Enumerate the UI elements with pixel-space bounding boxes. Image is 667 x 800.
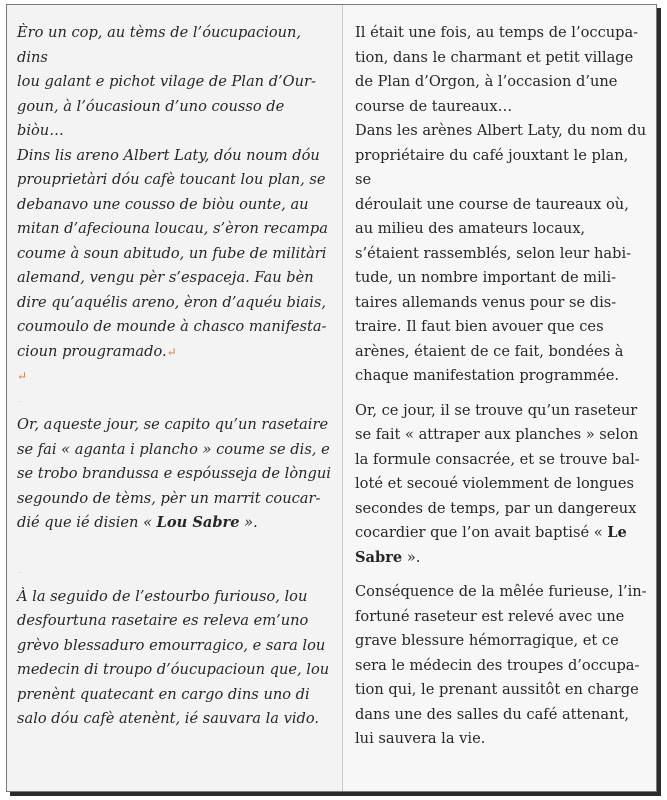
paragraph-mark-icon: ↵ [166,344,177,359]
provencal-paragraph-2: Or, aqueste jour, se capito qu’un rasetaire se fai « aganta i plancho » coume se dis, e se trobo brandussa e espóusseja de lòngui segoundo de tèms, pèr un marrit coucar- dié que ié disien « Lou Sabre ». [17,416,331,531]
empty-line [17,364,332,389]
french-paragraph-1b: Dans les arènes Albert Laty, du nom du propriétaire du café jouxtant le plan, se déroulait une course de taureaux où, au milieu des amateurs locaux, s’étaient rassemblés, selon leur habi- tude, un nombre important de mili- taires allemands venus pour se dis- traire. Il faut bien avouer que ces arènes, étaient de ce fait, bondées à chaque manifestation programmée. [355,122,647,384]
spacer [17,536,332,561]
provencal-column [7,5,343,791]
bull-name: Lou Sabre [156,514,240,531]
french-column [343,5,656,791]
provencal-paragraph-1: Èro un cop, au tèms de l’óucupacioun, dins lou galant e pichot vilage de Plan d’Our- goun, à l’óucasioun d’uno cousso de biòu… Dins lis areno Albert Laty, dóu noum dóu prouprietàri dóu cafè toucant lou plan, se debanavo une cousso de biòu ounte, au mitan d’afeciouna loucau, s’èron recampa coume à soun abitudo, un fube de militàri alemand, vengu pèr s’espaceja. Fau bèn dire qu’aquélis areno, èron d’aquéu biais, coumoulo de mounde à chasco manifesta- cioun prougramado.↵ [17,24,328,360]
bilingual-table [7,5,656,791]
french-paragraph-3: Conséquence de la mêlée furieuse, l’in- fortuné raseteur est relevé avec une grave blessure hémorragique, et ce sera le médecin des troupes d’occupa- tion qui, le prenant aussitôt en charge dans une des salles du café attenant, lui sauvera la vie. [355,583,647,747]
document-page [6,4,657,792]
paragraph-mark-icon: ↵ [17,369,28,383]
bull-name-a: Le [607,524,627,541]
spacer: . [19,566,22,575]
french-paragraph-1: Il était une fois, au temps de l’occupa- tion, dans le charmant et petit village de Plan d’Orgon, à l’occasion d’une course de taureaux… [355,24,639,115]
french-paragraph-2: Or, ce jour, il se trouve qu’un raseteur se fait « attraper aux planches » selon la formule consacrée, et se trouve bal- loté et secoué violemment de longues secondes de temps, par un dangereux cocardier que l’on avait baptisé « Le Sabre ». [355,401,640,566]
spacer: . [19,394,22,404]
provencal-paragraph-3: À la seguido de l’estourbo furiouso, lou desfourtuna rasetaire es releva em’uno grèvo blessaduro emourragico, e sara lou medecin di troupo d’óucupacioun que, lou prenènt quatecant en cargo dins uno di salo dóu cafè atenènt, ié sauvara la vido. [17,587,330,727]
bull-name-b: Sabre [355,548,403,566]
